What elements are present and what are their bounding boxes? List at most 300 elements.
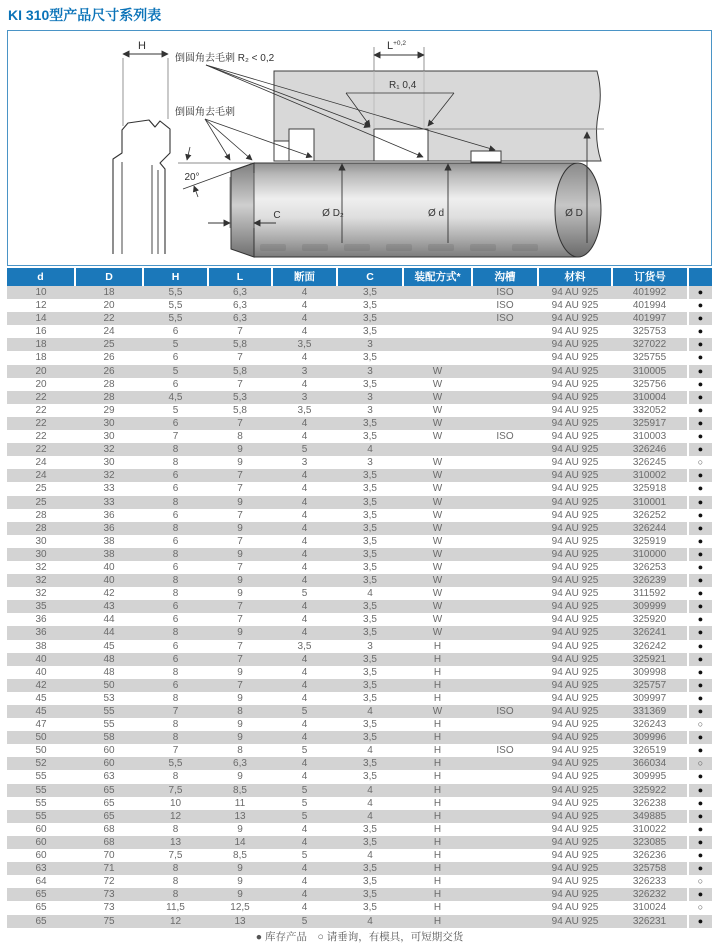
stock-dot-icon: ●: [688, 378, 712, 391]
table-row: [7, 522, 712, 535]
table-cell: 5,5: [168, 287, 183, 298]
table-cell: [472, 469, 538, 482]
table-cell: [472, 731, 538, 744]
table-cell: 94 AU 925: [551, 706, 599, 717]
table-cell: 16: [35, 326, 47, 338]
stock-dot-icon: ●: [688, 325, 712, 338]
table-cell: 24: [103, 326, 115, 338]
table-cell: 5: [301, 444, 308, 456]
table-row: [7, 325, 712, 338]
table-cell: 327022: [632, 339, 667, 351]
table-cell: 94 AU 925: [551, 339, 599, 351]
table-cell: 3,5: [297, 640, 312, 652]
table-cell: 5,8: [233, 339, 247, 351]
table-cell: 18: [35, 352, 47, 364]
table-cell: 325755: [632, 352, 667, 364]
table-cell: 68: [103, 836, 115, 848]
table-row: [7, 797, 712, 810]
angle-label: 20°: [184, 172, 200, 183]
table-cell: 32: [35, 575, 47, 587]
table-cell: [472, 613, 538, 626]
table-cell: 10: [35, 287, 47, 298]
stock-dot-icon: ●: [688, 338, 712, 351]
table-cell: [472, 325, 538, 338]
table-cell: W: [432, 627, 443, 639]
table-cell: 326244: [632, 522, 667, 534]
table-cell: H: [433, 653, 442, 665]
table-cell: 6: [172, 561, 179, 573]
table-cell: H: [433, 810, 442, 822]
table-cell: [403, 325, 472, 338]
table-cell: 36: [35, 614, 47, 626]
table-cell: 3,5: [363, 509, 377, 521]
column-header: L: [208, 268, 272, 286]
table-cell: 8: [237, 745, 243, 757]
table-row: [7, 469, 712, 482]
table-cell: 309996: [632, 732, 667, 744]
table-cell: 325920: [632, 614, 667, 626]
table-cell: 33: [103, 496, 115, 508]
table-cell: 94 AU 925: [551, 915, 599, 927]
table-row: [7, 561, 712, 574]
table-cell: ISO: [496, 300, 514, 312]
table-cell: [472, 849, 538, 862]
table-cell: 43: [103, 601, 115, 613]
table-cell: [472, 600, 538, 613]
table-cell: 94 AU 925: [551, 836, 599, 848]
table-cell: 58: [103, 732, 115, 744]
table-cell: 60: [35, 850, 47, 862]
table-cell: 94 AU 925: [551, 548, 599, 560]
table-cell: 9: [237, 522, 243, 534]
table-cell: 326246: [632, 444, 667, 456]
table-cell: 3: [367, 365, 373, 377]
table-cell: 6: [172, 653, 179, 665]
table-cell: 310004: [632, 391, 667, 403]
table-cell: 323085: [632, 836, 667, 848]
table-cell: 55: [35, 784, 47, 796]
table-cell: 20: [35, 378, 47, 390]
table-row: [7, 731, 712, 744]
stock-dot-icon: ●: [688, 849, 712, 862]
table-cell: 30: [103, 417, 115, 429]
table-cell: 7,5: [168, 850, 183, 862]
table-cell: 325919: [632, 535, 667, 547]
dim-label-d-big: Ø D: [565, 208, 583, 219]
table-cell: 13: [234, 810, 246, 822]
table-cell: [472, 875, 538, 888]
table-cell: 94 AU 925: [551, 483, 599, 495]
table-cell: [472, 836, 538, 849]
table-cell: 5: [172, 404, 179, 416]
table-row: [7, 548, 712, 561]
table-cell: [472, 888, 538, 901]
table-cell: 9: [237, 457, 243, 469]
table-cell: 8,5: [233, 784, 247, 796]
table-cell: [403, 312, 472, 325]
table-cell: [472, 692, 538, 705]
table-cell: 4: [301, 522, 308, 534]
stock-dot-icon: ●: [688, 417, 712, 430]
inquiry-dot-icon: ○: [688, 757, 712, 770]
table-row: [7, 456, 712, 469]
stock-dot-icon: ●: [688, 522, 712, 535]
table-row: [7, 705, 712, 718]
table-cell: 94 AU 925: [551, 457, 599, 469]
table-cell: 55: [103, 706, 115, 717]
table-cell: 94 AU 925: [551, 535, 599, 547]
table-cell: 3: [367, 457, 373, 469]
table-cell: 4: [301, 732, 308, 744]
table-cell: 4: [301, 496, 308, 508]
table-cell: W: [432, 575, 443, 587]
table-cell: 3,5: [363, 679, 377, 691]
table-cell: 3,5: [363, 836, 377, 848]
table-cell: 325757: [632, 679, 667, 691]
shaft-shape: [231, 163, 601, 257]
stock-dot-icon: ●: [688, 888, 712, 901]
table-cell: 65: [103, 797, 115, 809]
table-cell: [472, 535, 538, 548]
table-cell: 311592: [633, 588, 666, 600]
table-cell: 4: [301, 300, 308, 312]
dim-label-l: [387, 40, 406, 52]
table-cell: 3,5: [363, 902, 377, 914]
stock-dot-icon: ●: [688, 600, 712, 613]
table-cell: 5: [301, 797, 308, 809]
table-cell: W: [432, 470, 443, 482]
dimension-l: [374, 47, 424, 71]
table-cell: 94 AU 925: [551, 627, 599, 639]
column-header: 装配方式*: [403, 268, 472, 286]
table-cell: [472, 338, 538, 351]
table-cell: 10: [169, 797, 182, 809]
table-cell: 3,5: [363, 627, 377, 639]
table-cell: 7: [237, 326, 243, 338]
table-cell: 3,5: [363, 614, 377, 626]
table-cell: 326242: [632, 640, 667, 652]
table-row: [7, 862, 712, 875]
table-row: [7, 692, 712, 705]
table-cell: 50: [103, 679, 115, 691]
table-cell: ISO: [496, 431, 514, 443]
table-row: [7, 823, 712, 836]
table-row: [7, 417, 712, 430]
table-cell: 3,5: [363, 863, 377, 875]
table-cell: 42: [35, 679, 47, 691]
table-cell: ISO: [496, 706, 514, 717]
table-cell: 9: [237, 575, 243, 587]
table-cell: 6,3: [233, 313, 247, 325]
table-cell: 30: [103, 431, 115, 443]
table-cell: 73: [103, 902, 115, 914]
table-row: [7, 784, 712, 797]
table-cell: 28: [103, 391, 115, 403]
table-cell: 48: [103, 666, 115, 678]
table-cell: 4: [301, 679, 308, 691]
table-cell: 9: [237, 719, 243, 731]
table-cell: 4: [301, 889, 308, 901]
table-cell: 4: [301, 863, 308, 875]
table-cell: 4: [301, 548, 308, 560]
table-cell: 9: [237, 889, 243, 901]
table-cell: 44: [103, 614, 115, 626]
table-cell: 9: [237, 692, 243, 704]
stock-dot-icon: ●: [688, 312, 712, 325]
table-cell: 25: [35, 496, 47, 508]
table-cell: 4: [301, 719, 308, 731]
inquiry-dot-icon: ○: [688, 901, 712, 914]
table-row: [7, 587, 712, 600]
table-cell: 40: [35, 653, 47, 665]
table-cell: 94 AU 925: [551, 889, 599, 901]
table-cell: 55: [103, 719, 115, 731]
table-cell: W: [432, 404, 443, 416]
stock-dot-icon: ●: [688, 784, 712, 797]
table-cell: 94 AU 925: [551, 444, 599, 456]
table-cell: 5: [301, 588, 308, 600]
table-cell: H: [433, 823, 442, 835]
stock-dot-icon: ●: [688, 443, 712, 456]
table-cell: 3: [367, 339, 373, 351]
table-cell: 9: [237, 444, 243, 456]
table-cell: 94 AU 925: [551, 745, 599, 757]
table-cell: W: [432, 614, 443, 626]
table-cell: 94 AU 925: [551, 732, 599, 744]
table-cell: 325917: [632, 417, 667, 429]
table-cell: [472, 561, 538, 574]
table-cell: 310001: [632, 496, 667, 508]
table-cell: 94 AU 925: [551, 365, 599, 377]
table-cell: 4: [301, 287, 308, 298]
dimension-h: [123, 54, 168, 126]
table-cell: 325922: [632, 784, 667, 796]
table-cell: 6: [172, 640, 179, 652]
table-cell: 6: [172, 483, 179, 495]
table-cell: [472, 770, 538, 783]
table-cell: 20: [35, 365, 47, 377]
table-cell: 3,5: [363, 719, 377, 731]
table-cell: 325758: [632, 863, 667, 875]
table-cell: 3,5: [363, 470, 377, 482]
table-cell: 310000: [632, 548, 667, 560]
table-cell: 8: [172, 771, 179, 783]
table-cell: 5,3: [233, 391, 247, 403]
table-cell: 48: [103, 653, 115, 665]
stock-dot-icon: ●: [688, 548, 712, 561]
table-cell: [403, 299, 472, 312]
table-cell: 3,5: [363, 522, 377, 534]
table-cell: 63: [103, 771, 115, 783]
table-cell: 3: [301, 391, 308, 403]
table-cell: 22: [35, 417, 47, 429]
page-title: KI 310型产品尺寸系列表: [8, 7, 162, 23]
table-cell: 4: [301, 535, 308, 547]
table-cell: 8: [172, 666, 179, 678]
column-header: 订货号: [612, 268, 688, 286]
stock-dot-icon: ●: [688, 797, 712, 810]
table-cell: 8: [172, 627, 179, 639]
stock-legend: ● 库存产品 ○ 请垂询，有模具，可短期交货: [255, 931, 464, 943]
table-cell: 6: [172, 417, 179, 429]
table-cell: 7,5: [168, 784, 183, 796]
table-cell: 7: [172, 706, 179, 717]
table-cell: 7: [172, 431, 179, 443]
table-cell: 6: [172, 378, 179, 390]
table-cell: 5: [301, 915, 308, 927]
table-cell: 12: [169, 810, 182, 822]
table-cell: 73: [103, 889, 115, 901]
table-cell: 3,5: [363, 889, 377, 901]
dim-label-l-main: L: [387, 40, 394, 52]
table-cell: 45: [103, 640, 115, 652]
table-cell: 11,5: [166, 902, 185, 914]
table-row: [7, 849, 712, 862]
table-cell: [472, 757, 538, 770]
table-cell: 65: [35, 915, 47, 927]
table-cell: 4: [301, 417, 308, 429]
table-cell: 4: [301, 771, 308, 783]
table-cell: 6: [172, 352, 179, 364]
table-cell: 22: [35, 444, 47, 456]
table-row: [7, 901, 712, 914]
table-cell: 5: [301, 850, 308, 862]
table-cell: 65: [35, 902, 47, 914]
table-cell: 5: [301, 810, 308, 822]
stock-dot-icon: ●: [688, 653, 712, 666]
stock-dot-icon: ●: [688, 810, 712, 823]
table-cell: 4: [301, 823, 308, 835]
table-cell: 13: [234, 915, 246, 927]
table-cell: 60: [35, 836, 47, 848]
table-cell: 28: [35, 522, 47, 534]
table-cell: 36: [35, 627, 47, 639]
table-cell: 309998: [632, 666, 667, 678]
table-cell: [472, 810, 538, 823]
table-cell: 5,5: [168, 300, 183, 312]
table-cell: 4: [301, 575, 308, 587]
table-cell: ISO: [496, 745, 514, 757]
table-cell: 94 AU 925: [551, 797, 599, 809]
table-row: [7, 915, 712, 928]
table-cell: 7: [237, 601, 243, 613]
stock-dot-icon: ●: [688, 666, 712, 679]
table-cell: 8: [172, 548, 179, 560]
stock-dot-icon: ●: [688, 286, 712, 299]
table-row: [7, 600, 712, 613]
table-row: [7, 626, 712, 639]
table-cell: 9: [237, 588, 243, 600]
table-cell: 3,5: [363, 431, 377, 443]
table-cell: 3: [301, 457, 308, 469]
table-cell: 7: [237, 561, 243, 573]
table-cell: [472, 587, 538, 600]
table-cell: [472, 391, 538, 404]
table-cell: 32: [103, 470, 115, 482]
table-cell: [472, 482, 538, 495]
table-cell: 8,5: [233, 850, 247, 862]
seal-profile-shape: [113, 120, 170, 254]
table-cell: 7: [237, 417, 243, 429]
table-cell: 4: [367, 745, 373, 757]
stock-dot-icon: ●: [688, 509, 712, 522]
table-cell: [472, 640, 538, 653]
table-cell: 28: [103, 378, 115, 390]
table-cell: 401992: [632, 287, 667, 298]
table-cell: 8: [172, 823, 179, 835]
table-cell: 60: [35, 823, 47, 835]
table-cell: 36: [103, 509, 115, 521]
table-cell: 4: [367, 915, 373, 927]
table-row: [7, 653, 712, 666]
table-cell: 7: [237, 509, 243, 521]
table-cell: 8: [172, 496, 179, 508]
technical-drawing: [7, 30, 712, 266]
table-cell: H: [433, 784, 442, 796]
table-cell: 4: [301, 352, 308, 364]
table-cell: 14: [234, 836, 246, 848]
table-cell: 3: [367, 404, 373, 416]
table-cell: 25: [103, 339, 115, 351]
table-cell: 349885: [632, 810, 667, 822]
stock-dot-icon: ●: [688, 626, 712, 639]
table-cell: 3: [367, 391, 373, 403]
table-header-row: [7, 268, 712, 286]
table-cell: 4: [301, 876, 308, 888]
table-cell: W: [432, 391, 443, 403]
table-row: [7, 666, 712, 679]
table-row: [7, 744, 712, 757]
table-cell: 6: [172, 679, 179, 691]
table-cell: 5,5: [168, 313, 183, 325]
table-cell: W: [432, 561, 443, 573]
table-cell: W: [432, 431, 443, 443]
table-cell: 6,3: [233, 300, 247, 312]
table-cell: 326232: [632, 889, 667, 901]
table-cell: 4: [301, 666, 308, 678]
table-cell: 24: [35, 457, 47, 469]
table-row: [7, 718, 712, 731]
table-cell: 22: [35, 431, 47, 443]
table-cell: 9: [237, 823, 243, 835]
stock-dot-icon: ●: [688, 836, 712, 849]
table-cell: 55: [35, 797, 47, 809]
table-cell: 38: [103, 535, 115, 547]
table-cell: 94 AU 925: [551, 640, 599, 652]
stock-dot-icon: ●: [688, 613, 712, 626]
table-cell: 6: [172, 470, 179, 482]
table-row: [7, 640, 712, 653]
table-cell: 63: [35, 863, 47, 875]
table-cell: [472, 404, 538, 417]
table-cell: 94 AU 925: [551, 692, 599, 704]
table-cell: 3: [301, 365, 308, 377]
table-cell: 3,5: [363, 313, 377, 325]
table-row: [7, 679, 712, 692]
table-cell: 326236: [632, 850, 667, 862]
table-cell: 3,5: [363, 378, 377, 390]
table-cell: 3,5: [363, 548, 377, 560]
column-header: 材料: [538, 268, 612, 286]
table-cell: 6: [172, 509, 179, 521]
table-cell: 9: [237, 863, 243, 875]
table-cell: 24: [35, 470, 47, 482]
table-cell: 3,5: [363, 823, 377, 835]
table-cell: 326252: [632, 509, 667, 521]
table-cell: 30: [35, 548, 47, 560]
deburr-note: 倒圆角去毛刺: [175, 107, 235, 118]
table-cell: 94 AU 925: [551, 653, 599, 665]
